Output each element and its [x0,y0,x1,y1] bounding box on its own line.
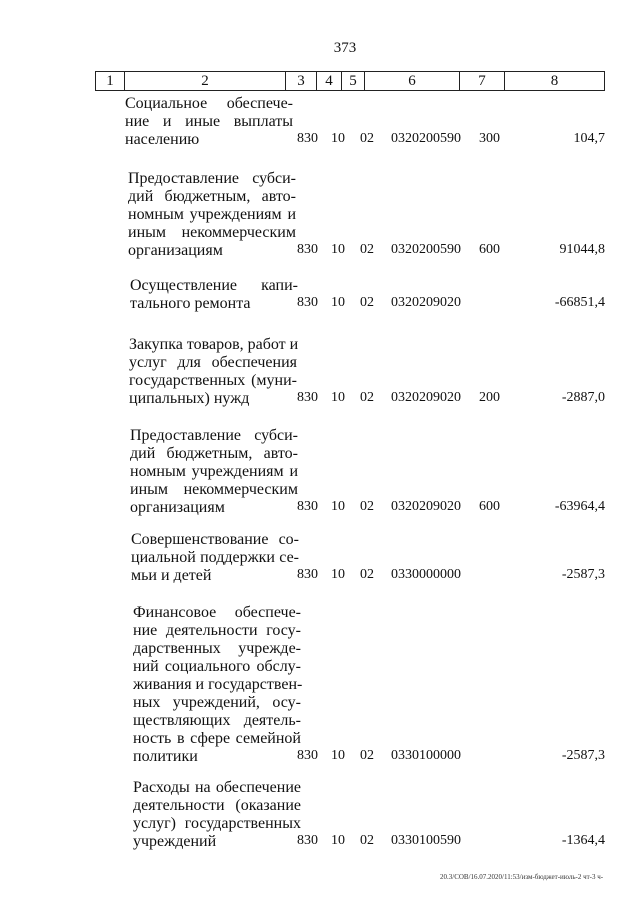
description-line: Осуществление капи- [130,277,298,294]
row-description [125,95,293,149]
row-description [133,604,301,766]
cell-section: 10 [331,242,345,257]
description-line: живания и государствен- [133,676,303,693]
cell-section: 10 [331,499,345,514]
description-line: иным некоммерческим [128,224,296,241]
description-line: дарственных учрежде- [133,640,301,657]
cell-amount: -2587,3 [561,748,605,763]
header-col-5: 5 [342,72,365,90]
description-line: Социальное обеспече- [125,95,293,112]
description-line: ность в сфере семейной [133,730,301,747]
cell-amount: -63964,4 [554,499,605,514]
description-line: мьи и детей [131,567,212,584]
row-description [131,531,299,585]
description-line: дий бюджетным, авто- [128,188,296,205]
row-description [129,336,297,408]
cell-target-article: 0330100000 [391,748,461,763]
cell-expense-type: 600 [479,242,500,257]
description-line: политики [133,748,198,765]
description-line: государственных (муни- [129,372,297,389]
header-col-6: 6 [365,72,460,90]
cell-expense-type: 600 [479,499,500,514]
description-line: циальной поддержки се- [131,549,299,566]
description-line: номным учреждениям и [128,206,296,223]
cell-amount: -66851,4 [554,295,605,310]
cell-target-article: 0320209020 [391,499,461,514]
description-line: номным учреждениям и [130,463,298,480]
cell-target-article: 0330000000 [391,567,461,582]
header-col-8: 8 [550,72,559,89]
description-line: тального ремонта [130,295,251,312]
cell-amount: 104,7 [573,131,605,146]
cell-section: 10 [331,567,345,582]
header-col-7: 7 [460,72,505,90]
page-number: 373 [333,40,357,56]
cell-target-article: 0320200590 [391,242,461,257]
cell-target-article: 0330100590 [391,833,461,848]
cell-section: 10 [331,833,345,848]
header-col-2: 2 [125,72,286,90]
row-description [130,277,298,313]
cell-subsection: 02 [360,833,374,848]
cell-expense-type: 200 [479,390,500,405]
description-line: ществляющих деятель- [133,712,301,729]
description-line: ний социального обслу- [133,658,301,675]
cell-amount: 91044,8 [559,242,605,257]
cell-ministry-code: 830 [297,242,318,257]
row-description [130,427,298,517]
header-col-3: 3 [286,72,317,90]
document-footer: 20.3/СОВ/16.07.2020/11:53/изм-бюджет-июль-2 чт-3 ч- [440,873,604,881]
table-header [95,71,605,91]
cell-subsection: 02 [360,295,374,310]
cell-amount: -1364,4 [561,833,605,848]
header-col-4: 4 [317,72,342,90]
description-line: дий бюджетным, авто- [130,445,298,462]
cell-section: 10 [331,131,345,146]
cell-subsection: 02 [360,131,374,146]
header-col-1: 1 [96,72,125,90]
description-line: организациям [128,242,223,259]
cell-amount: -2587,3 [561,567,605,582]
cell-section: 10 [331,748,345,763]
description-line: ние деятельности госу- [133,622,301,639]
description-line: организациям [130,499,225,516]
cell-ministry-code: 830 [297,390,318,405]
description-line: Совершенствование со- [131,531,299,548]
cell-target-article: 0320200590 [391,131,461,146]
cell-section: 10 [331,295,345,310]
cell-subsection: 02 [360,748,374,763]
description-line: учреждений [133,833,217,850]
description-line: Расходы на обеспечение [133,779,301,796]
row-description [128,170,296,260]
description-line: Предоставление субси- [128,170,296,187]
description-line: ципальных) нужд [129,390,250,407]
cell-target-article: 0320209020 [391,390,461,405]
cell-expense-type: 300 [479,131,500,146]
description-line: Финансовое обеспече- [133,604,301,621]
description-line: услуг) государственных [133,815,301,832]
description-line: услуг для обеспечения [129,354,297,371]
row-description [133,779,301,851]
cell-ministry-code: 830 [297,295,318,310]
cell-amount: -2887,0 [561,390,605,405]
cell-ministry-code: 830 [297,567,318,582]
cell-subsection: 02 [360,390,374,405]
cell-ministry-code: 830 [297,499,318,514]
description-line: Предоставление субси- [130,427,298,444]
description-line: ных учреждений, осу- [133,694,301,711]
cell-subsection: 02 [360,499,374,514]
cell-ministry-code: 830 [297,748,318,763]
description-line: иным некоммерческим [130,481,298,498]
cell-section: 10 [331,390,345,405]
cell-ministry-code: 830 [297,131,318,146]
description-line: деятельности (оказание [133,797,301,814]
cell-subsection: 02 [360,567,374,582]
description-line: населению [125,131,200,148]
description-line: ние и иные выплаты [125,113,293,130]
cell-ministry-code: 830 [297,833,318,848]
description-line: Закупка товаров, работ и [129,336,299,353]
cell-subsection: 02 [360,242,374,257]
cell-target-article: 0320209020 [391,295,461,310]
